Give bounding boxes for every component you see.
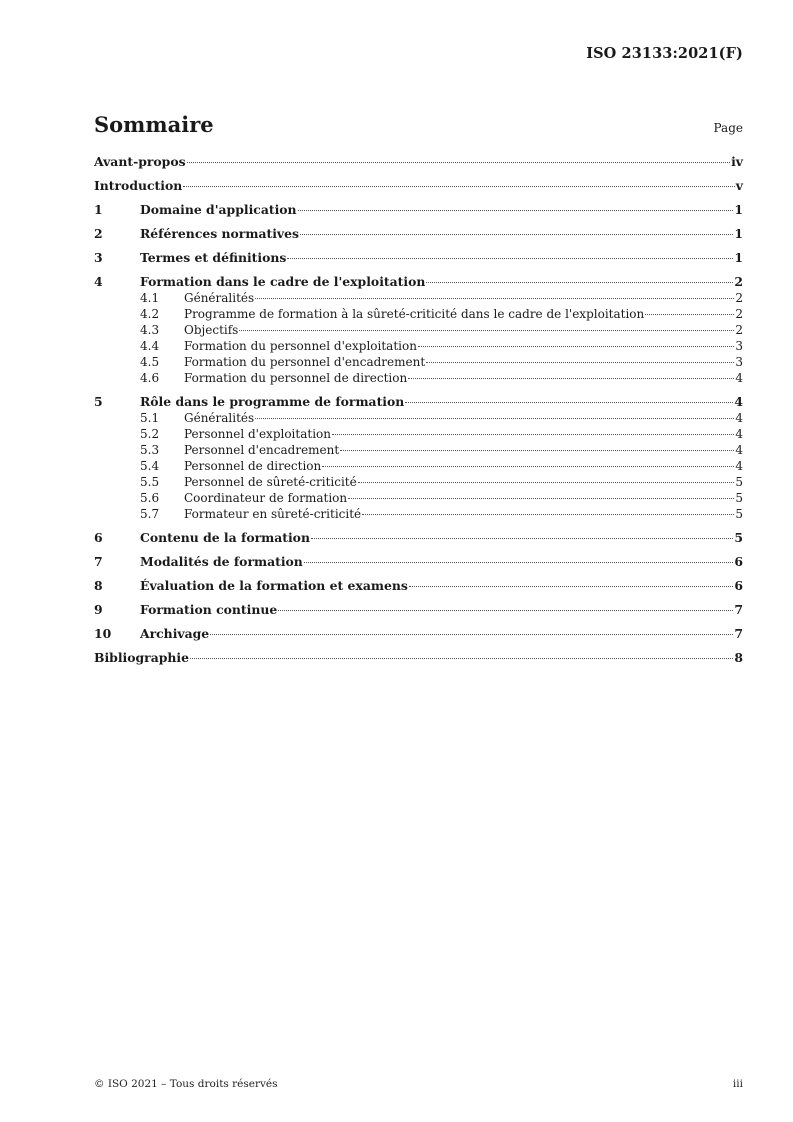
toc-entry-label[interactable]: Programme de formation à la sûreté-criticité dans le cadre de l'exploitation — [184, 307, 645, 321]
dot-leader — [255, 418, 734, 419]
toc-entry-page[interactable]: 7 — [734, 626, 743, 641]
dot-leader — [239, 330, 734, 331]
dot-leader — [348, 498, 734, 499]
toc-entry[interactable] — [94, 554, 743, 570]
dot-leader — [190, 658, 733, 659]
toc-entry-number: 5.2 — [140, 427, 160, 441]
toc-entry-page[interactable]: 4 — [735, 411, 743, 425]
toc-entry-page[interactable]: 2 — [735, 307, 743, 321]
toc-entry[interactable] — [94, 322, 743, 338]
dot-leader — [340, 450, 734, 451]
dot-leader — [426, 362, 734, 363]
toc-entry[interactable] — [94, 490, 743, 506]
document-reference: ISO 23133:2021(F) — [586, 45, 743, 62]
toc-entry-page[interactable]: 8 — [734, 650, 743, 665]
dot-leader — [408, 378, 734, 379]
toc-entry-number: 2 — [94, 226, 103, 241]
dot-leader — [426, 282, 733, 283]
dot-leader — [298, 210, 734, 211]
dot-leader — [322, 466, 734, 467]
toc-entry-label[interactable]: Formation du personnel de direction — [184, 371, 408, 385]
toc-entry-page[interactable]: 2 — [735, 291, 743, 305]
dot-leader — [300, 234, 733, 235]
toc-entry-label[interactable]: Généralités — [184, 291, 255, 305]
toc-entry-page[interactable]: iv — [731, 154, 743, 169]
toc-entry-number: 4.2 — [140, 307, 160, 321]
toc-entry-number: 6 — [94, 530, 103, 545]
toc-entry-label[interactable]: Rôle dans le programme de formation — [140, 394, 405, 409]
toc-entry[interactable] — [94, 370, 743, 386]
toc-entry-number: 7 — [94, 554, 103, 569]
toc-entry-page[interactable]: 4 — [735, 443, 743, 457]
toc-entry-label[interactable]: Archivage — [140, 626, 210, 641]
toc-entry-page[interactable]: 4 — [734, 394, 743, 409]
toc-entry-number: 4.3 — [140, 323, 160, 337]
toc-entry-label[interactable]: Bibliographie — [94, 650, 190, 665]
toc-entry-page[interactable]: 1 — [734, 202, 743, 217]
toc-entry-number: 5.6 — [140, 491, 160, 505]
page-column-label: Page — [713, 121, 743, 135]
toc-entry-page[interactable]: 2 — [734, 274, 743, 289]
toc-entry-page[interactable]: 5 — [734, 530, 743, 545]
copyright-notice: © ISO 2021 – Tous droits réservés — [94, 1078, 278, 1090]
toc-entry-number: 5 — [94, 394, 103, 409]
toc-entry-label[interactable]: Formateur en sûreté-criticité — [184, 507, 362, 521]
toc-entry-number: 5.7 — [140, 507, 160, 521]
toc-entry-label[interactable]: Personnel d'encadrement — [184, 443, 340, 457]
dot-leader — [311, 538, 733, 539]
toc-entry-number: 5.5 — [140, 475, 160, 489]
toc-entry-page[interactable]: 3 — [735, 355, 743, 369]
toc-entry-label[interactable]: Coordinateur de formation — [184, 491, 348, 505]
toc-entry-label[interactable]: Personnel de sûreté-criticité — [184, 475, 357, 489]
toc-entry-page[interactable]: 5 — [735, 475, 743, 489]
toc-entry-label[interactable]: Formation du personnel d'encadrement — [184, 355, 426, 369]
toc-entry-label[interactable]: Personnel d'exploitation — [184, 427, 331, 441]
dot-leader — [287, 258, 733, 259]
toc-entry-label[interactable]: Introduction — [94, 178, 183, 193]
toc-entry[interactable] — [94, 650, 743, 666]
page-footer — [94, 1078, 743, 1090]
page-number: iii — [732, 1078, 743, 1090]
toc-entry-number: 9 — [94, 602, 103, 617]
toc-entry-number: 5.3 — [140, 443, 160, 457]
toc-entry[interactable] — [94, 506, 743, 522]
toc-entry[interactable] — [94, 306, 743, 322]
toc-entry[interactable] — [94, 578, 743, 594]
toc-entry-label[interactable]: Évaluation de la formation et examens — [140, 578, 408, 593]
toc-entry-page[interactable]: 4 — [735, 371, 743, 385]
toc-entry-number: 8 — [94, 578, 103, 593]
dot-leader — [405, 402, 733, 403]
toc-entry-number: 4.5 — [140, 355, 160, 369]
dot-leader — [210, 634, 733, 635]
toc-entry-label[interactable]: Généralités — [184, 411, 255, 425]
dot-leader — [278, 610, 733, 611]
toc-entry-page[interactable]: 1 — [734, 226, 743, 241]
toc-entry-page[interactable]: 3 — [735, 339, 743, 353]
toc-entry-number: 4 — [94, 274, 103, 289]
toc-entry-page[interactable]: 4 — [735, 459, 743, 473]
dot-leader — [187, 162, 731, 163]
toc-entry[interactable] — [94, 410, 743, 426]
toc-entry-page[interactable]: 6 — [734, 554, 743, 569]
toc-entry-number: 10 — [94, 626, 112, 641]
toc-entry[interactable] — [94, 602, 743, 618]
toc-entry-page[interactable]: 4 — [735, 427, 743, 441]
toc-entry-page[interactable]: 2 — [735, 323, 743, 337]
toc-entry[interactable] — [94, 474, 743, 490]
toc-entry[interactable] — [94, 178, 743, 194]
toc-entry-label[interactable]: Domaine d'application — [140, 202, 297, 217]
toc-entry-label[interactable]: Références normatives — [140, 226, 299, 241]
toc-entry[interactable] — [94, 354, 743, 370]
toc-entry-label[interactable]: Contenu de la formation — [140, 530, 310, 545]
toc-entry[interactable] — [94, 530, 743, 546]
toc-entry-label[interactable]: Avant-propos — [94, 154, 186, 169]
toc-entry-number: 4.4 — [140, 339, 160, 353]
toc-entry[interactable] — [94, 338, 743, 354]
dot-leader — [183, 186, 735, 187]
toc-entry-number: 5.1 — [140, 411, 160, 425]
toc-entry[interactable] — [94, 626, 743, 642]
dot-leader — [358, 482, 735, 483]
toc-entry-label[interactable]: Formation dans le cadre de l'exploitation — [140, 274, 426, 289]
dot-leader — [409, 586, 734, 587]
toc-entry[interactable] — [94, 458, 743, 474]
toc-entry-number: 1 — [94, 202, 103, 217]
toc-entry-page[interactable]: 7 — [734, 602, 743, 617]
dot-leader — [332, 434, 734, 435]
page-title: Sommaire — [94, 112, 214, 137]
dot-leader — [304, 562, 734, 563]
dot-leader — [255, 298, 734, 299]
toc-entry[interactable] — [94, 394, 743, 410]
toc-entry-page[interactable]: 5 — [735, 491, 743, 505]
toc-entry-label[interactable]: Formation du personnel d'exploitation — [184, 339, 417, 353]
toc-entry[interactable] — [94, 426, 743, 442]
toc-entry-number: 3 — [94, 250, 103, 265]
toc-entry-page[interactable]: 6 — [734, 578, 743, 593]
toc-entry-number: 5.4 — [140, 459, 160, 473]
toc-title-row — [94, 112, 743, 137]
toc-entry[interactable] — [94, 274, 743, 290]
toc-entry-number: 4.6 — [140, 371, 160, 385]
table-of-contents — [94, 154, 743, 666]
toc-entry-page[interactable]: 1 — [734, 250, 743, 265]
toc-entry-page[interactable]: v — [735, 178, 743, 193]
toc-entry-label[interactable]: Personnel de direction — [184, 459, 322, 473]
toc-entry-label[interactable]: Termes et définitions — [140, 250, 287, 265]
toc-entry-label[interactable]: Objectifs — [184, 323, 239, 337]
toc-entry[interactable] — [94, 226, 743, 242]
toc-entry-number: 4.1 — [140, 291, 160, 305]
dot-leader — [362, 514, 734, 515]
toc-entry-label[interactable]: Formation continue — [140, 602, 278, 617]
toc-entry[interactable] — [94, 442, 743, 458]
dot-leader — [418, 346, 734, 347]
dot-leader — [645, 314, 734, 315]
toc-entry[interactable] — [94, 290, 743, 306]
toc-entry-page[interactable]: 5 — [735, 507, 743, 521]
toc-entry[interactable] — [94, 202, 743, 218]
toc-entry[interactable] — [94, 154, 743, 170]
toc-entry-label[interactable]: Modalités de formation — [140, 554, 303, 569]
toc-entry[interactable] — [94, 250, 743, 266]
